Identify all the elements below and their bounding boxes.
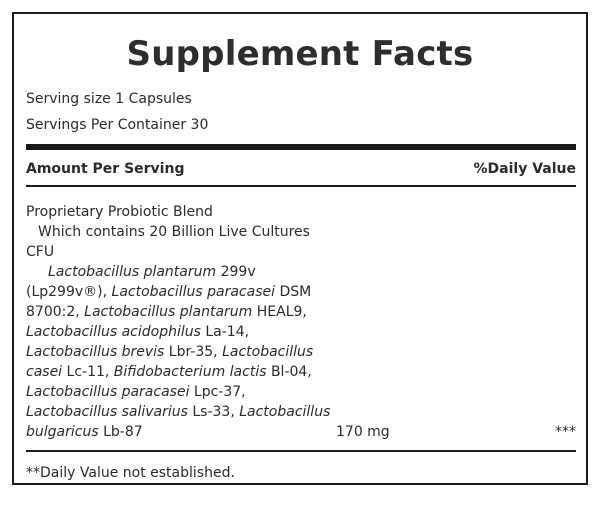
strain-species: Lactobacillus brevis xyxy=(26,344,165,360)
strain-species: Lactobacillus paracasei xyxy=(26,384,190,400)
strain-code: Lpc-37, xyxy=(189,384,246,400)
serving-size: Serving size 1 Capsules xyxy=(26,91,192,107)
blend-daily-value: *** xyxy=(555,424,576,440)
strain-species: Lactobacillus plantarum xyxy=(84,304,253,320)
strain-species: Lactobacillus acidophilus xyxy=(26,324,201,340)
strain-line-3 xyxy=(26,302,307,322)
strain-species: bulgaricus xyxy=(26,424,99,440)
blend-amount: 170 mg xyxy=(336,424,390,440)
strain-line-5 xyxy=(26,342,313,362)
blend-name: Proprietary Probiotic Blend xyxy=(26,204,213,220)
strain-code: La-14, xyxy=(200,324,250,340)
strain-code: 8700:2, xyxy=(26,304,85,320)
panel-title: Supplement Facts xyxy=(126,34,474,74)
strain-code: (Lp299v®), xyxy=(26,284,112,300)
strain-species: Lactobacillus plantarum xyxy=(48,264,217,280)
strain-line-7 xyxy=(26,382,246,402)
strain-code: 299v xyxy=(216,264,256,280)
strain-species: Lactobacillus salivarius xyxy=(26,404,188,420)
strain-species: casei xyxy=(26,364,63,380)
strain-code: Lbr-35, xyxy=(164,344,223,360)
thin-divider xyxy=(26,185,576,187)
strain-line-6 xyxy=(26,362,312,382)
strain-species: Lactobacillus xyxy=(222,344,314,360)
strain-species: Bifidobacterium lactis xyxy=(113,364,267,380)
servings-per-container: Servings Per Container 30 xyxy=(26,117,209,133)
footnote: **Daily Value not established. xyxy=(26,465,235,481)
supplement-facts-panel xyxy=(12,12,588,485)
strain-line-9 xyxy=(26,422,143,442)
strain-code: DSM xyxy=(275,284,312,300)
daily-value-header: %Daily Value xyxy=(473,161,576,177)
strain-line-2 xyxy=(26,282,311,302)
strain-code: Lc-11, xyxy=(62,364,114,380)
thick-divider xyxy=(26,144,576,150)
strain-code: HEAL9, xyxy=(252,304,307,320)
blend-contains-line2: CFU xyxy=(26,244,55,260)
strain-species: Lactobacillus xyxy=(239,404,331,420)
bottom-divider xyxy=(26,450,576,452)
blend-contains-line1: Which contains 20 Billion Live Cultures xyxy=(38,224,310,240)
amount-per-serving-header: Amount Per Serving xyxy=(26,161,185,177)
strain-code: Bl-04, xyxy=(266,364,312,380)
strain-line-4 xyxy=(26,322,249,342)
strain-code: Lb-87 xyxy=(98,424,143,440)
strain-line-8 xyxy=(26,402,330,422)
strain-line-1 xyxy=(48,262,256,282)
strain-code: Ls-33, xyxy=(187,404,240,420)
strain-species: Lactobacillus paracasei xyxy=(111,284,275,300)
